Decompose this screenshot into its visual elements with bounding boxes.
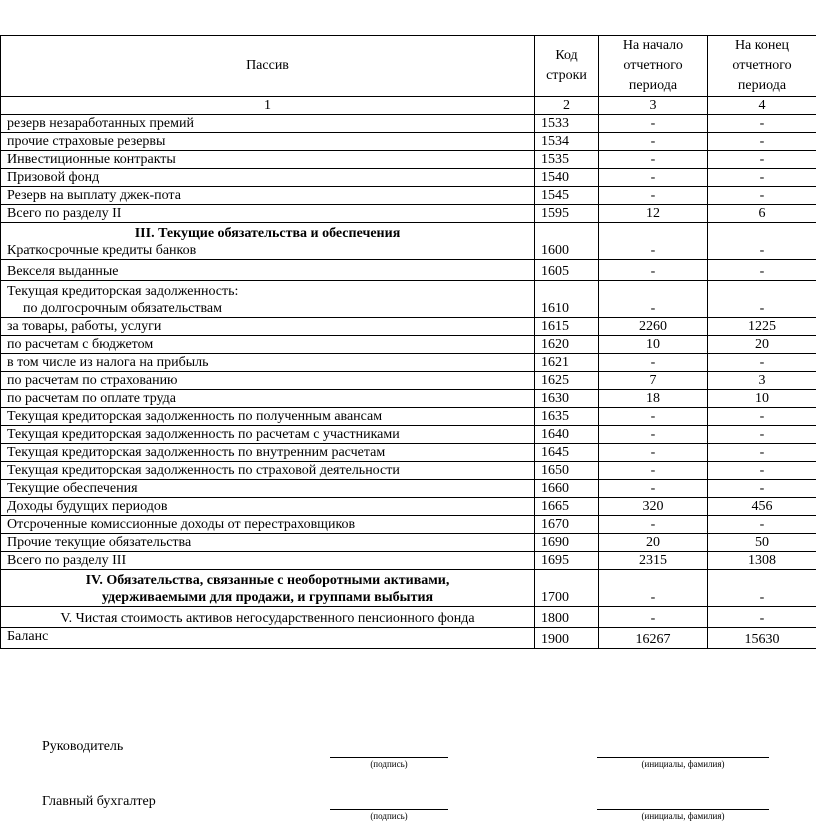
row-end: 456 (708, 498, 816, 516)
row-start: - (599, 480, 708, 498)
row-label: Всего по разделу III (1, 552, 535, 570)
row-code: 1610 (535, 281, 599, 318)
row-end: 3 (708, 372, 816, 390)
column-number-row (1, 97, 816, 115)
table-row (1, 260, 816, 281)
row-code: 1635 (535, 408, 599, 426)
row-label: Векселя выданные (1, 260, 535, 281)
row-end: - (708, 570, 816, 607)
head-label: Руководитель (42, 739, 124, 754)
row-label: Доходы будущих периодов (1, 498, 535, 516)
row-end: - (708, 281, 816, 318)
row-code: 1625 (535, 372, 599, 390)
row-start: - (599, 187, 708, 205)
table-row (1, 281, 816, 318)
row-code: 1535 (535, 151, 599, 169)
row-code: 1545 (535, 187, 599, 205)
row-end: - (708, 169, 816, 187)
table-row-section (1, 570, 816, 607)
row-end: - (708, 444, 816, 462)
row-end: - (708, 516, 816, 534)
accountant-name-line (597, 809, 769, 810)
row-start: - (599, 516, 708, 534)
row-end: - (708, 607, 816, 628)
table-row (1, 354, 816, 372)
row-code: 1695 (535, 552, 599, 570)
col-num-2: 2 (535, 97, 599, 115)
row-start: - (599, 607, 708, 628)
row-code: 1595 (535, 205, 599, 223)
table-row (1, 115, 816, 133)
row-code: 1621 (535, 354, 599, 372)
head-name-hint: (инициалы, фамилия) (641, 759, 725, 769)
row-code: 1700 (535, 570, 599, 607)
row-end: - (708, 223, 816, 260)
table-row (1, 426, 816, 444)
row-end: - (708, 408, 816, 426)
table-row (1, 444, 816, 462)
row-start: 2260 (599, 318, 708, 336)
row-label: Резерв на выплату джек-пота (1, 187, 535, 205)
header-liabilities: Пассив (1, 36, 535, 97)
row-label: резерв незаработанных премий (1, 115, 535, 133)
table-row (1, 498, 816, 516)
row-start: 2315 (599, 552, 708, 570)
row-label: Текущая кредиторская задолженность: по долгосрочным обязательствам (1, 281, 535, 318)
row-code: 1630 (535, 390, 599, 408)
table-row (1, 390, 816, 408)
balance-table (0, 35, 816, 649)
row-code: 1660 (535, 480, 599, 498)
table-row (1, 534, 816, 552)
row-label: Баланс (1, 628, 535, 649)
row-code: 1540 (535, 169, 599, 187)
row-code: 1900 (535, 628, 599, 649)
row-start: - (599, 169, 708, 187)
row-start: - (599, 151, 708, 169)
head-name-line (597, 757, 769, 758)
row-start: - (599, 570, 708, 607)
row-label: Отсроченные комиссионные доходы от перестраховщиков (1, 516, 535, 534)
table-row-section (1, 607, 816, 628)
col-num-4: 4 (708, 97, 816, 115)
row-start: - (599, 281, 708, 318)
row-start: - (599, 260, 708, 281)
col-num-3: 3 (599, 97, 708, 115)
row-code: 1620 (535, 336, 599, 354)
table-row (1, 151, 816, 169)
row-start: 7 (599, 372, 708, 390)
table-row (1, 372, 816, 390)
row-code: 1615 (535, 318, 599, 336)
row-end: 50 (708, 534, 816, 552)
row-label: Текущие обеспечения (1, 480, 535, 498)
row-code: 1800 (535, 607, 599, 628)
row-code: 1600 (535, 223, 599, 260)
row-label: прочие страховые резервы (1, 133, 535, 151)
row-label: Текущая кредиторская задолженность по внутренним расчетам (1, 444, 535, 462)
row-end: - (708, 354, 816, 372)
table-row-total (1, 552, 816, 570)
row-code: 1640 (535, 426, 599, 444)
row-end: 1308 (708, 552, 816, 570)
header-start: На начало отчетного периода (599, 36, 708, 97)
row-end: 15630 (708, 628, 816, 649)
row-start: - (599, 223, 708, 260)
row-label: V. Чистая стоимость активов негосударственного пенсионного фонда (1, 607, 535, 628)
section-heading: III. Текущие обязательства и обеспечения (134, 226, 401, 241)
table-row (1, 169, 816, 187)
head-signature-hint: (подпись) (370, 759, 408, 769)
row-start: 20 (599, 534, 708, 552)
row-label: Всего по разделу II (1, 205, 535, 223)
row-code: 1665 (535, 498, 599, 516)
row-code: 1645 (535, 444, 599, 462)
table-row (1, 187, 816, 205)
row-label: IV. Обязательства, связанные с необоротными активами, удерживаемыми для продажи, и группами выбытия (1, 570, 535, 607)
row-label: по расчетам по оплате труда (1, 390, 535, 408)
row-code: 1533 (535, 115, 599, 133)
row-label: по расчетам по страхованию (1, 372, 535, 390)
header-row (1, 36, 816, 97)
row-label: Призовой фонд (1, 169, 535, 187)
row-end: - (708, 115, 816, 133)
row-label: Инвестиционные контракты (1, 151, 535, 169)
row-label: Текущая кредиторская задолженность по расчетам с участниками (1, 426, 535, 444)
row-end: - (708, 133, 816, 151)
row-label: Текущая кредиторская задолженность по полученным авансам (1, 408, 535, 426)
row-start: - (599, 426, 708, 444)
row-start: - (599, 408, 708, 426)
row-code: 1670 (535, 516, 599, 534)
row-start: 320 (599, 498, 708, 516)
row-start: 12 (599, 205, 708, 223)
row-label: Текущая кредиторская задолженность по страховой деятельности (1, 462, 535, 480)
row-code: 1534 (535, 133, 599, 151)
row-end: - (708, 187, 816, 205)
row-code: 1605 (535, 260, 599, 281)
row-start: - (599, 133, 708, 151)
row-start: 18 (599, 390, 708, 408)
row-label: III. Текущие обязательства и обеспечения Краткосрочные кредиты банков (1, 223, 535, 260)
row-start: - (599, 115, 708, 133)
row-label: в том числе из налога на прибыль (1, 354, 535, 372)
accountant-signature-line (330, 809, 448, 810)
row-start: 16267 (599, 628, 708, 649)
row-code: 1690 (535, 534, 599, 552)
table-row (1, 133, 816, 151)
row-end: - (708, 462, 816, 480)
row-end: - (708, 260, 816, 281)
table-row-balance (1, 628, 816, 649)
table-row (1, 462, 816, 480)
table-row-total (1, 205, 816, 223)
accountant-label: Главный бухгалтер (42, 794, 156, 809)
row-end: - (708, 480, 816, 498)
row-end: 10 (708, 390, 816, 408)
header-end: На конец отчетного периода (708, 36, 816, 97)
header-code: Код строки (535, 36, 599, 97)
accountant-name-hint: (инициалы, фамилия) (641, 811, 725, 821)
row-start: 10 (599, 336, 708, 354)
row-end: 1225 (708, 318, 816, 336)
row-label: за товары, работы, услуги (1, 318, 535, 336)
row-start: - (599, 354, 708, 372)
row-end: 20 (708, 336, 816, 354)
row-code: 1650 (535, 462, 599, 480)
row-start: - (599, 444, 708, 462)
row-end: 6 (708, 205, 816, 223)
row-end: - (708, 426, 816, 444)
table-row (1, 336, 816, 354)
table-row (1, 516, 816, 534)
table-row (1, 318, 816, 336)
table-row (1, 480, 816, 498)
row-label: Прочие текущие обязательства (1, 534, 535, 552)
head-signature-line (330, 757, 448, 758)
row-end: - (708, 151, 816, 169)
col-num-1: 1 (1, 97, 535, 115)
table-row (1, 408, 816, 426)
row-label: по расчетам с бюджетом (1, 336, 535, 354)
accountant-signature-hint: (подпись) (370, 811, 408, 821)
row-start: - (599, 462, 708, 480)
table-row (1, 223, 816, 260)
